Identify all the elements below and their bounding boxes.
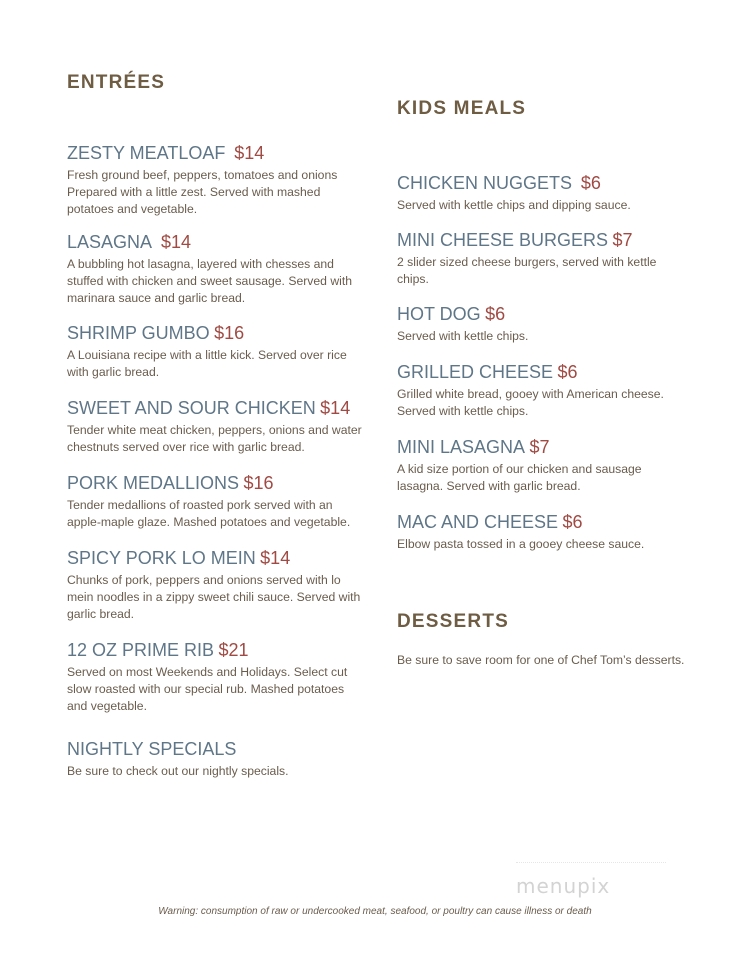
item-price: $16	[214, 323, 245, 343]
item-description: Elbow pasta tossed in a gooey cheese sauce.	[397, 537, 645, 551]
item-name: MINI LASAGNA	[397, 437, 526, 457]
menu-item	[67, 231, 367, 307]
menu-item	[397, 303, 697, 345]
item-description: Served on most Weekends and Holidays. Select cut slow roasted with our special rub. Mashed potatoes and vegetable.	[67, 665, 348, 713]
menu-item	[397, 361, 697, 420]
menu-item	[397, 172, 697, 214]
item-name: HOT DOG	[397, 304, 481, 324]
item-name: SPICY PORK LO MEIN	[67, 548, 256, 568]
item-description: Tender medallions of roasted pork served with an apple-maple glaze. Mashed potatoes and vegetable.	[67, 498, 351, 529]
item-name: MAC AND CHEESE	[397, 512, 559, 532]
menu-item	[67, 738, 367, 780]
item-price: $6	[485, 304, 506, 324]
item-name: NIGHTLY SPECIALS	[67, 739, 237, 759]
menu-item	[67, 547, 367, 623]
item-description: Grilled white bread, gooey with American cheese. Served with kettle chips.	[397, 387, 664, 418]
menu-item	[397, 229, 697, 288]
item-price: $14	[320, 398, 351, 418]
item-price: $14	[160, 232, 191, 252]
item-description: 2 slider sized cheese burgers, served with kettle chips.	[397, 255, 657, 286]
item-price: $6	[580, 173, 601, 193]
item-description: A bubbling hot lasagna, layered with chesses and stuffed with chicken and sweet sausage. Served with marinara sauce and garlic bread.	[67, 257, 352, 305]
menu-item	[67, 397, 367, 456]
menu-item	[67, 472, 367, 531]
item-name: GRILLED CHEESE	[397, 362, 554, 382]
item-description: Fresh ground beef, peppers, tomatoes and onions Prepared with a little zest. Served with mashed potatoes and vegetable.	[67, 168, 338, 216]
item-price: $21	[218, 640, 249, 660]
menu-item	[67, 322, 367, 381]
desserts-note: Be sure to save room for one of Chef Tom’s desserts.	[397, 653, 685, 667]
item-name: PORK MEDALLIONS	[67, 473, 240, 493]
item-description: Be sure to check out our nightly specials.	[67, 764, 289, 778]
warning-text: Warning: consumption of raw or undercooked meat, seafood, or poultry can cause illness or death	[158, 906, 592, 917]
item-price: $7	[612, 230, 633, 250]
menu-item	[67, 639, 367, 715]
menu-item	[397, 436, 697, 495]
menu-item	[67, 142, 367, 218]
item-description: Served with kettle chips and dipping sauce.	[397, 198, 631, 212]
item-price: $16	[243, 473, 274, 493]
watermark-divider	[516, 862, 666, 863]
watermark-logo: menupix	[516, 874, 611, 898]
kids-title: KIDS MEALS	[397, 98, 527, 119]
item-description: Served with kettle chips.	[397, 329, 529, 343]
desserts-title: DESSERTS	[397, 611, 510, 632]
item-name: SWEET AND SOUR CHICKEN	[67, 398, 316, 418]
item-price: $6	[562, 512, 583, 532]
item-description: Chunks of pork, peppers and onions served with lo mein noodles in a zippy sweet chili sauce. Served with garlic bread.	[67, 573, 361, 621]
item-price: $6	[557, 362, 578, 382]
item-name: ZESTY MEATLOAF	[67, 143, 226, 163]
menu-item	[397, 511, 697, 553]
item-description: A Louisiana recipe with a little kick. Served over rice with garlic bread.	[67, 348, 347, 379]
entrees-title: ENTRÉES	[67, 72, 166, 93]
item-description: A kid size portion of our chicken and sausage lasagna. Served with garlic bread.	[397, 462, 642, 493]
item-name: LASAGNA	[67, 232, 153, 252]
item-price: $14	[260, 548, 291, 568]
item-name: MINI CHEESE BURGERS	[397, 230, 609, 250]
item-name: SHRIMP GUMBO	[67, 323, 210, 343]
item-price: $7	[529, 437, 550, 457]
item-description: Tender white meat chicken, peppers, onions and water chestnuts served over rice with garlic bread.	[67, 423, 362, 454]
item-name: CHICKEN NUGGETS	[397, 173, 573, 193]
item-name: 12 OZ PRIME RIB	[67, 640, 215, 660]
item-price: $14	[234, 143, 265, 163]
